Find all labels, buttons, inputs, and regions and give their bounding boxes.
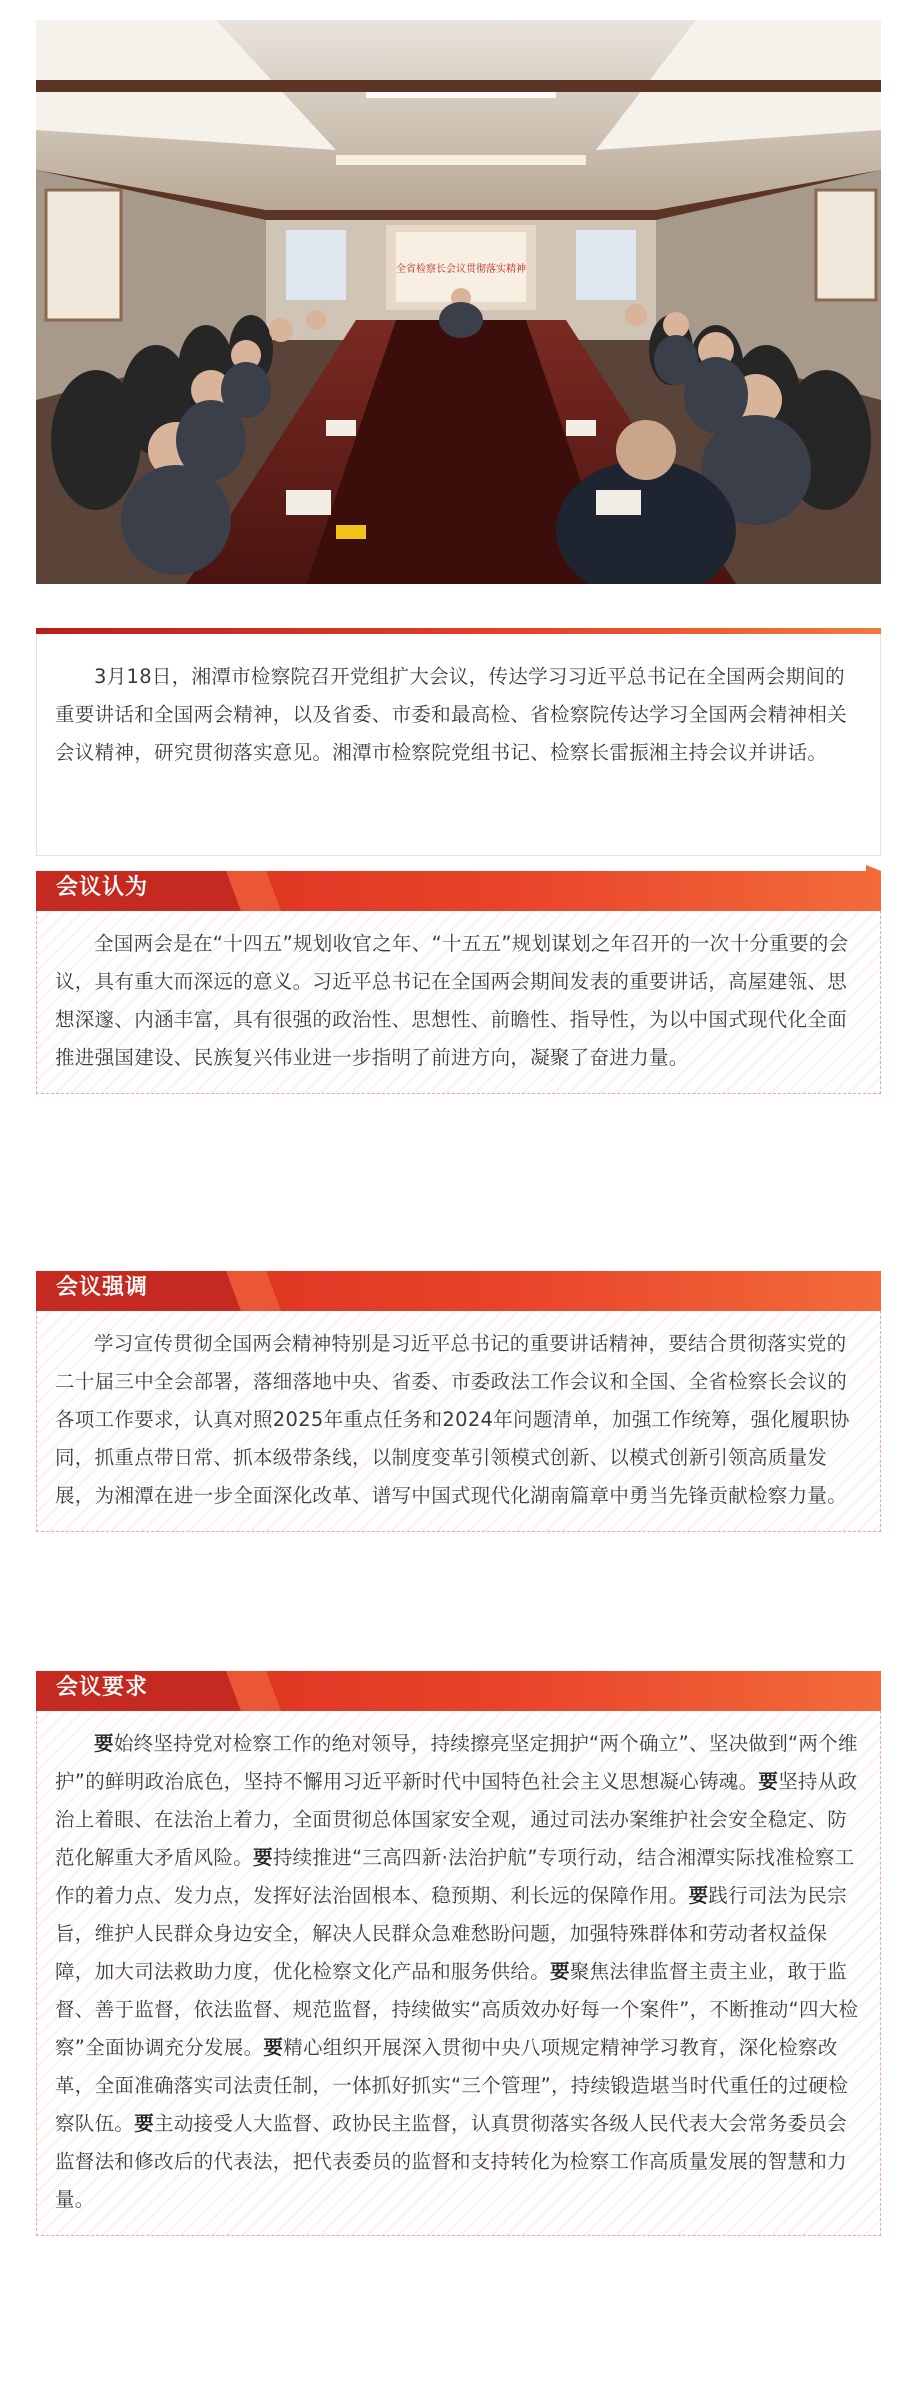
keyword: 要: [253, 1846, 273, 1869]
section-text: 全国两会是在“十四五”规划收官之年、“十五五”规划谋划之年召开的一次十分重要的会议，具有重大而深远的意义。习近平总书记在全国两会期间发表的重要讲话，高屋建瓴、思想深邃、内涵丰富，具有很强的政治性、思想性、前瞻性、指导性，为以中国式现代化全面推进强国建设、民族复兴伟业进一步指明了前进方向，凝聚了奋进力量。: [55, 932, 849, 1069]
keyword: 要: [758, 1770, 779, 1793]
requirement-text: 始终坚持党对检察工作的绝对领导，持续擦亮坚定拥护“两个确立”、坚决做到“两个维护”的鲜明政治底色，坚持不懈用习近平新时代中国特色社会主义思想凝心铸魂。: [55, 1732, 858, 1793]
section-meeting-requirements: [36, 1665, 881, 2236]
section-header: [36, 865, 881, 911]
keyword: 要: [688, 1884, 709, 1907]
section-title: 会议强调: [56, 1275, 149, 1300]
section-header: [36, 1665, 881, 1711]
section-body: [36, 1711, 881, 2236]
section-title: 会议认为: [56, 875, 149, 900]
section-title: 会议要求: [56, 1675, 149, 1700]
section-meeting-view: [36, 865, 881, 1094]
section-header-ribbon: [36, 865, 881, 911]
section-meeting-emphasis: [36, 1265, 881, 1532]
section-header-ribbon: [36, 1665, 881, 1711]
intro-text: 3月18日，湘潭市检察院召开党组扩大会议，传达学习习近平总书记在全国两会期间的重要讲话和全国两会精神，以及省委、市委和最高检、省检察院传达学习全国两会精神相关会议精神，研究贯彻落实意见。湘潭市检察院党组书记、检察长雷振湘主持会议并讲话。: [55, 665, 848, 764]
section-body: [36, 911, 881, 1094]
keyword: 要: [550, 1960, 570, 1983]
requirement-text: 聚焦法律监督主责主业，敢于监督、善于监督，依法监督、规范监督，持续做实“高质效办好每一个案件”，不断推动“四大检察”全面协调充分发展。: [55, 1960, 859, 2059]
section-body: [36, 1311, 881, 1532]
requirement-text: 践行司法为民宗旨，维护人民群众身边安全，解决人民群众急难愁盼问题，加强特殊群体和劳动者权益保障，加大司法救助力度，优化检察文化产品和服务供给。: [55, 1884, 848, 1983]
keyword: 要: [134, 2112, 155, 2135]
keyword: 要: [263, 2036, 284, 2059]
keyword: 要: [94, 1732, 114, 1755]
banner-text: 全省检察长会议贯彻落实精神: [396, 264, 526, 275]
requirements-text: [37, 1711, 880, 2235]
requirement-text: 精心组织开展深入贯彻中央八项规定精神学习教育，深化检察改革，全面准确落实司法责任制，一体抓好抓实“三个管理”，持续锻造堪当时代重任的过硬检察队伍。: [55, 2036, 849, 2135]
requirement-text: 主动接受人大监督、政协民主监督，认真贯彻落实各级人民代表大会常务委员会监督法和修改后的代表法，把代表委员的监督和支持转化为检察工作高质量发展的智慧和力量。: [55, 2112, 848, 2211]
intro-box: [36, 628, 881, 856]
section-header: [36, 1265, 881, 1311]
section-header-ribbon: [36, 1265, 881, 1311]
requirement-text: 持续推进“三高四新·法治护航”专项行动，结合湘潭实际找准检察工作的着力点、发力点，发挥好法治固根本、稳预期、利长远的保障作用。: [55, 1846, 855, 1907]
section-text: 学习宣传贯彻全国两会精神特别是习近平总书记的重要讲话精神，要结合贯彻落实党的二十届三中全会部署，落细落地中央、省委、市委政法工作会议和全国、全省检察长会议的各项工作要求，认真对照2025年重点任务和2024年问题清单，加强工作统筹，强化履职协同，抓重点带日常、抓本级带条线，以制度变革引领模式创新、以模式创新引领高质量发展，为湘潭在进一步全面深化改革、谱写中国式现代化湖南篇章中勇当先锋贡献检察力量。: [55, 1332, 850, 1507]
requirement-text: 坚持从政治上着眼、在法治上着力，全面贯彻总体国家安全观，通过司法办案维护社会安全稳定、防范化解重大矛盾风险。: [55, 1770, 858, 1869]
meeting-room-illustration: [36, 20, 881, 584]
intro-accent-bar: [36, 628, 881, 634]
meeting-photo: [36, 20, 881, 584]
